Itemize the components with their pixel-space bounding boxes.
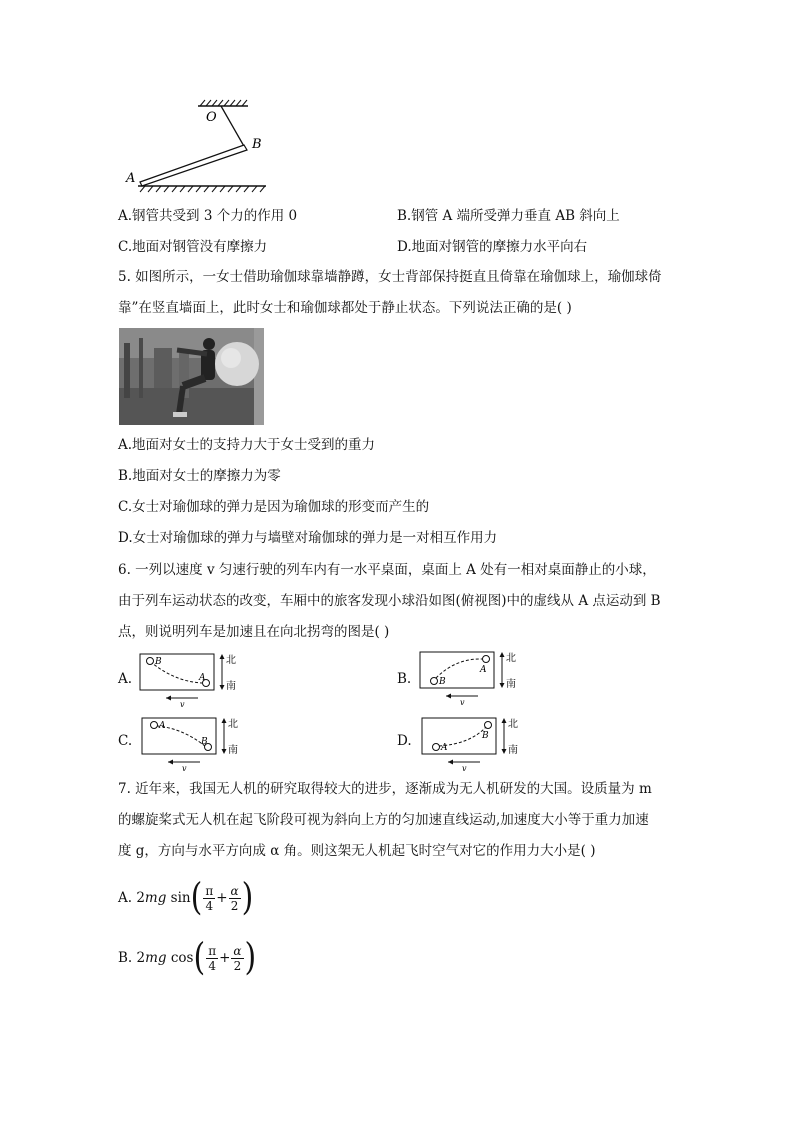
q5-option-b: B.地面对女士的摩擦力为零 <box>118 468 281 484</box>
svg-text:南: 南 <box>506 679 516 690</box>
svg-text:南: 南 <box>226 681 236 692</box>
q7-stem-line1: 7. 近年来，我国无人机的研究取得较大的进步，逐渐成为无人机研发的大国。设质量为 m <box>118 781 652 797</box>
svg-text:A: A <box>480 665 487 675</box>
svg-text:v: v <box>182 764 187 772</box>
svg-text:B: B <box>201 737 208 747</box>
svg-text:北: 北 <box>506 653 516 664</box>
yoga-ball-photo <box>119 328 264 425</box>
q5-stem-line2: 靠”在竖直墙面上，此时女士和瑜伽球都处于静止状态。下列说法正确的是( ) <box>118 300 572 316</box>
q7-stem-line3: 度 g，方向与水平方向成 α 角。则这架无人机起飞时空气对它的作用力大小是( ) <box>118 843 596 859</box>
svg-text:北: 北 <box>228 719 238 730</box>
label-b: B <box>252 137 262 152</box>
svg-text:A: A <box>199 673 206 683</box>
svg-text:v: v <box>462 764 467 772</box>
q6-stem-line1: 6. 一列以速度 v 匀速行驶的列车内有一水平桌面，桌面上 A 处有一相对桌面静止的小球， <box>118 562 656 578</box>
q6-stem-line2: 由于列车运动状态的改变，车厢中的旅客发现小球沿如图(俯视图)中的虚线从 A 点运动到 B <box>118 593 661 609</box>
svg-text:B: B <box>439 677 446 687</box>
q4-option-b: B.钢管 A 端所受弹力垂直 AB 斜向上 <box>397 208 620 224</box>
svg-text:B: B <box>482 731 489 741</box>
q5-stem-line1: 5. 如图所示，一女士借助瑜伽球靠墙静蹲，女士背部保持挺直且倚靠在瑜伽球上，瑜伽球倚 <box>118 269 662 285</box>
string <box>221 106 245 148</box>
q7-option-b: B. 2 mg cos ( $\frac{\pi}{4}$ + $\frac{\alpha}{2}$ ) <box>118 935 257 980</box>
q6-stem-line3: 点，则说明列车是加速且在向北拐弯的图是( ) <box>118 624 390 640</box>
q7-option-a: A. 2 mg sin ( $\frac{\pi}{4}$ + $\frac{\alpha}{2}$ ) <box>118 875 254 920</box>
q4-option-d: D.地面对钢管的摩擦力水平向右 <box>397 239 588 255</box>
label-o: O <box>206 110 217 125</box>
q4-option-c: C.地面对钢管没有摩擦力 <box>118 239 268 255</box>
q6-diagram-d <box>418 714 528 772</box>
svg-text:北: 北 <box>508 719 518 730</box>
steel-pipe <box>140 145 247 186</box>
svg-text:南: 南 <box>508 745 518 756</box>
woman-head <box>203 338 215 350</box>
svg-text:v: v <box>460 698 465 706</box>
label-a: A <box>126 171 136 186</box>
q5-option-c: C.女士对瑜伽球的弹力是因为瑜伽球的形变而产生的 <box>118 499 430 515</box>
svg-text:v: v <box>180 700 185 708</box>
svg-text:B: B <box>155 657 162 667</box>
q6-option-c-label: C. <box>118 733 133 749</box>
q6-option-d-label: D. <box>397 733 412 749</box>
q6-diagram-a <box>136 650 246 708</box>
q7-stem-line2: 的螺旋桨式无人机在起飞阶段可视为斜向上方的匀加速直线运动,加速度大小等于重力加速 <box>118 812 649 828</box>
q6-option-b-label: B. <box>397 671 412 687</box>
q6-diagram-c <box>138 714 248 772</box>
svg-text:南: 南 <box>228 745 238 756</box>
q6-diagram-b <box>416 648 526 706</box>
q6-option-a-label: A. <box>118 671 133 687</box>
q5-option-a: A.地面对女士的支持力大于女士受到的重力 <box>118 437 376 453</box>
q4-option-a: A.钢管共受到 3 个力的作用 0 <box>118 208 298 224</box>
steel-pipe-figure <box>118 96 278 196</box>
q5-option-d: D.女士对瑜伽球的弹力与墙壁对瑜伽球的弹力是一对相互作用力 <box>118 530 498 546</box>
svg-text:北: 北 <box>226 655 236 666</box>
svg-text:A: A <box>159 721 166 731</box>
svg-text:A: A <box>441 743 448 753</box>
